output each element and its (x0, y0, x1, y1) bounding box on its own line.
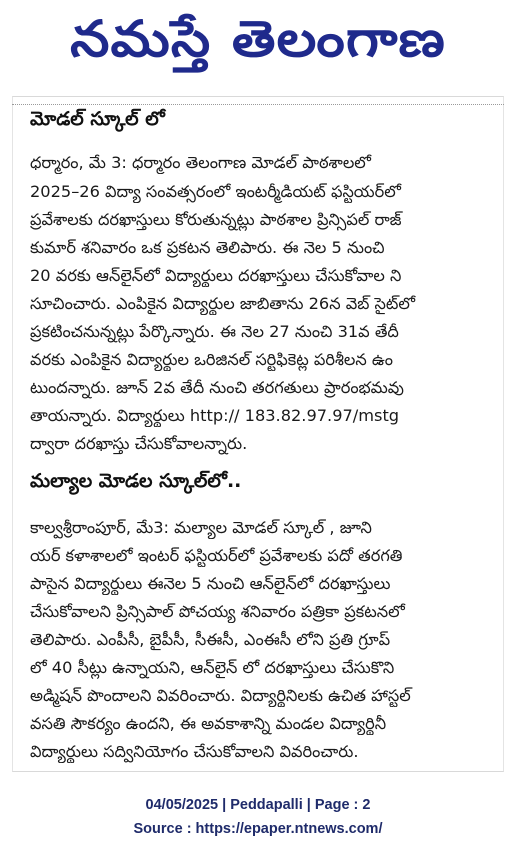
article-line: వరకు ఎంపికైన విద్యార్థుల ఒరిజినల్ సర్టిఫికెట్ల పరిశీలన ఉం (30, 350, 394, 369)
article-heading: మల్యాల మోడల స్కూల్‌లో.. (30, 470, 242, 492)
article-line: 2025–26 విద్యా సంవత్సరంలో ఇంటర్మీడియట్ ఫస్టియర్‌లో (30, 182, 401, 201)
article-line: కాల్వశ్రీరాంపూర్, మే3: మల్యాల మోడల్ స్కూల్ , జూని (30, 518, 372, 537)
article-line: తాయన్నారు. విద్యార్థులు http:// 183.82.97.97/mstg (30, 406, 400, 425)
article-line: చేసుకోవాలని ప్రిన్సిపాల్ పోచయ్య శనివారం పత్రికా ప్రకటనలో (30, 602, 405, 621)
article-line: వసతి సౌకర్యం ఉందని, ఈ అవకాశాన్ని మండల విద్యార్థినీ (30, 714, 387, 733)
article-line: సూచించారు. ఎంపికైన విద్యార్థుల జాబితాను 26న వెబ్ సైట్‌లో (30, 294, 416, 313)
article-line: అడ్మిషన్ పొందాలని వివరించారు. విద్యార్థినిలకు ఉచిత హాస్టల్ (30, 686, 411, 705)
article-line: 20 వరకు ఆన్‌లైన్‌లో విద్యార్థులు దరఖాస్తులు చేసుకోవాల ని (30, 266, 402, 285)
footer-date-line: 04/05/2025 | Peddapalli | Page : 2 (145, 797, 371, 813)
masthead-logo: నమస్తే తెలంగాణ (70, 10, 446, 68)
article-line: ద్వారా దరఖాస్తు చేసుకోవాలన్నారు. (30, 434, 248, 453)
divider (12, 104, 504, 106)
footer-source-line: Source : https://epaper.ntnews.com/ (133, 821, 383, 837)
article-line: ప్రవేశాలకు దరఖాస్తులు కోరుతున్నట్లు పాఠశాల ప్రిన్సిపల్ రాజ్ (30, 210, 402, 229)
article-heading: మోడల్ స్కూల్ లో (30, 108, 165, 130)
article-line: టుందన్నారు. జూన్ 2వ తేదీ నుంచి తరగతులు ప్రారంభమవు (30, 378, 404, 397)
article-line: ధర్మారం, మే 3: ధర్మారం తెలంగాణ మోడల్ పాఠశాలలో (30, 153, 371, 172)
article-line: యర్ కళాశాలలో ఇంటర్ ఫస్టియర్‌లో ప్రవేశాలకు పదో తరగతి (30, 546, 403, 565)
article-line: పాసైన విద్యార్థులు ఈనెల 5 నుంచి ఆన్‌లైన్‌లో దరఖాస్తులు (30, 574, 391, 593)
article-line: ప్రకటించనున్నట్లు పేర్కొన్నారు. ఈ నెల 27 నుంచి 31వ తేదీ (30, 322, 399, 341)
article-line: విద్యార్థులు సద్వినియోగం చేసుకోవాలని వివరించారు. (30, 742, 359, 761)
article-line: లో 40 సీట్లు ఉన్నాయని, ఆన్‌లైన్ లో దరఖాస్తులు చేసుకొని (30, 658, 395, 677)
article-line: కుమార్ శనివారం ఒక ప్రకటన తెలిపారు. ఈ నెల 5 నుంచి (30, 238, 385, 257)
article-line: తెలిపారు. ఎంపీసీ, బైపీసీ, సీఈసీ, ఎంఈసీ లోని ప్రతి గ్రూప్ (30, 630, 391, 649)
